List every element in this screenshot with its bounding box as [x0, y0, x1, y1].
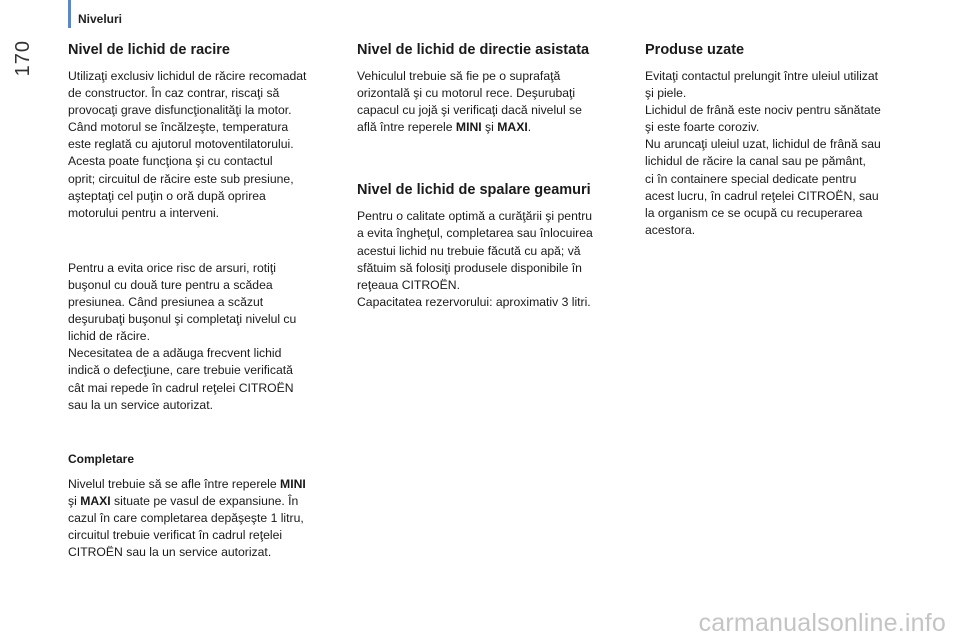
completion-text-c: situate pe vasul de expansiune. În cazul în care completarea depăşeşte 1 litru, circuitul trebuie verificat în cadrul reţelei CITROËN sau la un service autorizat.: [68, 493, 304, 560]
steering-mini-label: MINI: [455, 120, 482, 135]
page-number: 170: [12, 40, 34, 77]
waste-title: Produse uzate: [645, 42, 745, 58]
steering-text-a: Vehiculul trebuie să fie pe o suprafaţă orizontală şi cu motorul rece. Deşurubaţi capacul cu jojă şi verificaţi dacă nivelul se află între reperele: [357, 69, 582, 135]
washer-title: Nivel de lichid de spalare geamuri: [357, 182, 591, 199]
coolant-paragraph-1: Utilizaţi exclusiv lichidul de răcire recomadat de constructor. În caz contrar, riscaţi să provocaţi grave disfuncţionalităţi la motor. Când motorul se încălzeşte, temperatura este reglată cu ajutorul motoventilatorului. Acesta poate funcţiona şi cu contactul oprit; circuitul de răcire este sub presiune, aşteptaţi cel puţin o oră după oprirea motorului pentru a interveni.: [68, 69, 307, 220]
maxi-label: MAXI: [80, 493, 111, 508]
steering-maxi-label: MAXI: [497, 120, 528, 135]
column-waste: [645, 42, 917, 239]
steering-text-b: şi: [481, 120, 498, 135]
coolant-paragraph-2: Pentru a evita orice risc de arsuri, rotiţi buşonul cu două ture pentru a scădea presiunea. Când presiunea a scăzut deşurubaţi buşonul şi completaţi nivelul cu lichid de răcire. Necesitatea de a adăuga frecvent lichid indică o defecţiune, care trebuie verificată cât mai repede în cadrul reţelei CITROËN sau la un service autorizat.: [68, 260, 297, 412]
steering-paragraph: [357, 68, 629, 136]
completion-text-a: Nivelul trebuie să se afle între reperele: [68, 476, 281, 491]
column-coolant: [68, 42, 340, 561]
mini-label: MINI: [280, 476, 306, 491]
completion-paragraph: [68, 476, 340, 561]
waste-paragraph: Evitaţi contactul prelungit între uleiul utilizat şi piele. Lichidul de frână este nociv pentru sănătate şi este foarte coroziv. Nu aruncaţi uleiul uzat, lichidul de frână sau lichidul de răcire la canal sau pe pământ, ci în containere special dedicate pentru acest lucru, în cadrul reţelei CITROËN, sau la organism ce se ocupă cu recuperarea acestora.: [645, 69, 881, 237]
column-fluids: [357, 42, 629, 311]
washer-paragraph: Pentru o calitate optimă a curăţării şi pentru a evita îngheţul, completarea sau înlocuirea acestui lichid nu trebuie făcută cu apă; vă sfătuim să folosiţi produsele disponibile în reţeaua CITROËN. Capacitatea rezervorului: aproximativ 3 litri.: [357, 209, 593, 309]
completion-text-b: şi: [68, 493, 77, 508]
steering-title: Nivel de lichid de directie asistata: [357, 42, 590, 58]
coolant-title: Nivel de lichid de racire: [68, 42, 230, 58]
watermark: carmanualsonline.info: [698, 609, 946, 637]
completion-subtitle: Completare: [68, 451, 135, 466]
steering-text-c: .: [527, 120, 532, 135]
section-accent-bar: [68, 0, 71, 28]
section-label: Niveluri: [78, 12, 123, 26]
